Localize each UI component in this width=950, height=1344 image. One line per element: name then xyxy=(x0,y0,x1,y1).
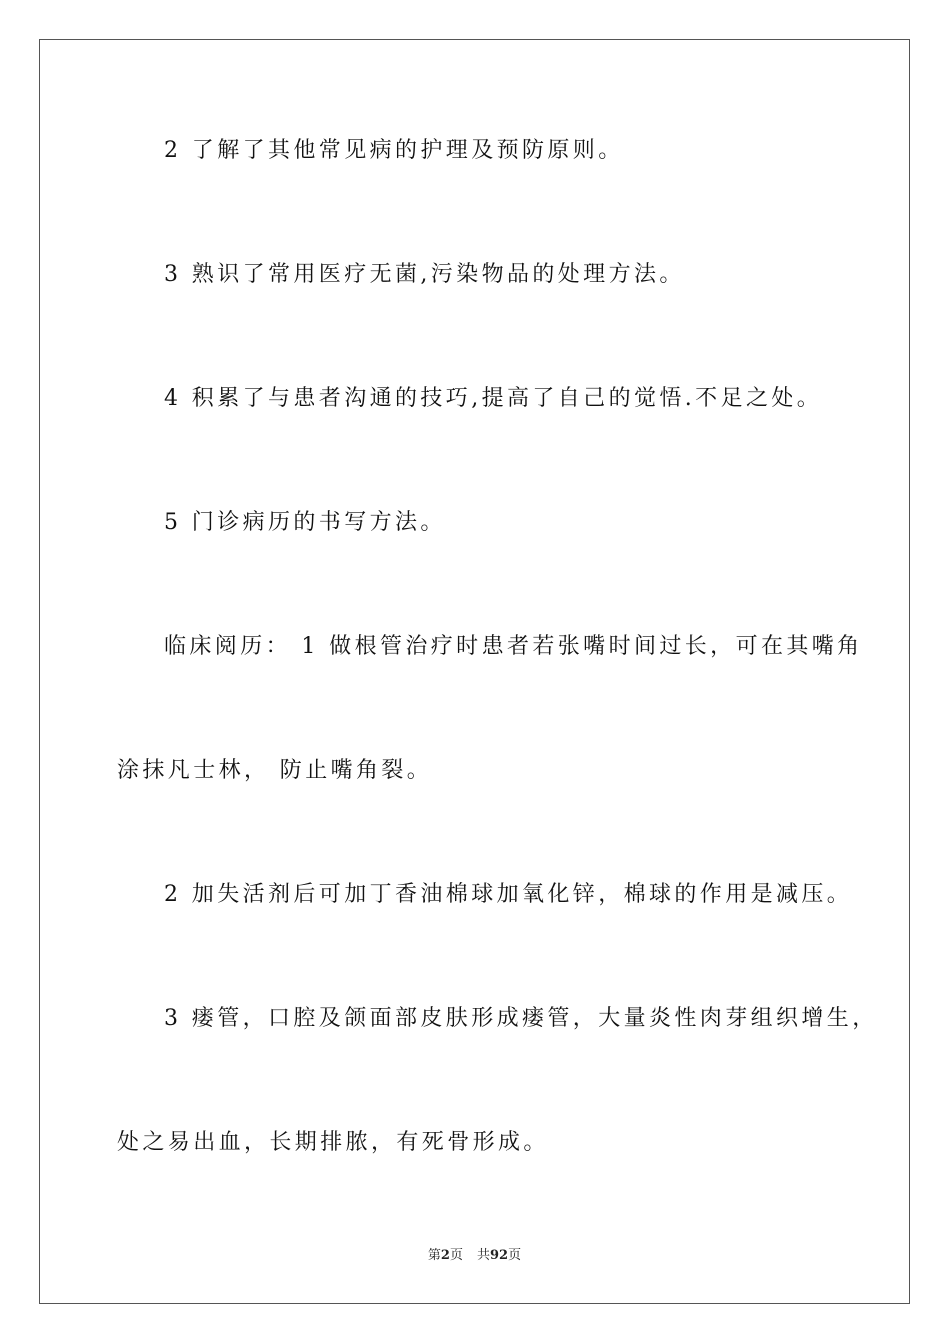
paragraph-line: 处之易出血，长期排脓，有死骨形成。 xyxy=(117,1130,549,1155)
document-page xyxy=(39,39,910,1304)
total-suffix: 页 xyxy=(508,1248,522,1263)
page-footer xyxy=(40,1247,909,1265)
paragraph-line: 2 了解了其他常见病的护理及预防原则。 xyxy=(164,138,624,163)
total-prefix: 共 xyxy=(476,1248,490,1263)
page-suffix: 页 xyxy=(449,1248,463,1263)
paragraph-line: 5 门诊病历的书写方法。 xyxy=(164,510,446,535)
paragraph-line: 临床阅历： 1 做根管治疗时患者若张嘴时间过长，可在其嘴角 xyxy=(164,634,863,659)
paragraph-line: 3 瘘管，口腔及颌面部皮肤形成瘘管，大量炎性肉芽组织增生， xyxy=(164,1006,878,1031)
page-prefix: 第 xyxy=(427,1248,441,1263)
paragraph-line: 2 加失活剂后可加丁香油棉球加氧化锌，棉球的作用是减压。 xyxy=(164,882,853,907)
paragraph-line: 涂抹凡士林， 防止嘴角裂。 xyxy=(117,758,433,783)
page-number: 2 xyxy=(440,1248,450,1263)
paragraph-line: 3 熟识了常用医疗无菌,污染物品的处理方法。 xyxy=(164,262,685,287)
total-pages: 92 xyxy=(489,1248,509,1263)
paragraph-line: 4 积累了与患者沟通的技巧,提高了自己的觉悟.不足之处。 xyxy=(164,386,823,411)
